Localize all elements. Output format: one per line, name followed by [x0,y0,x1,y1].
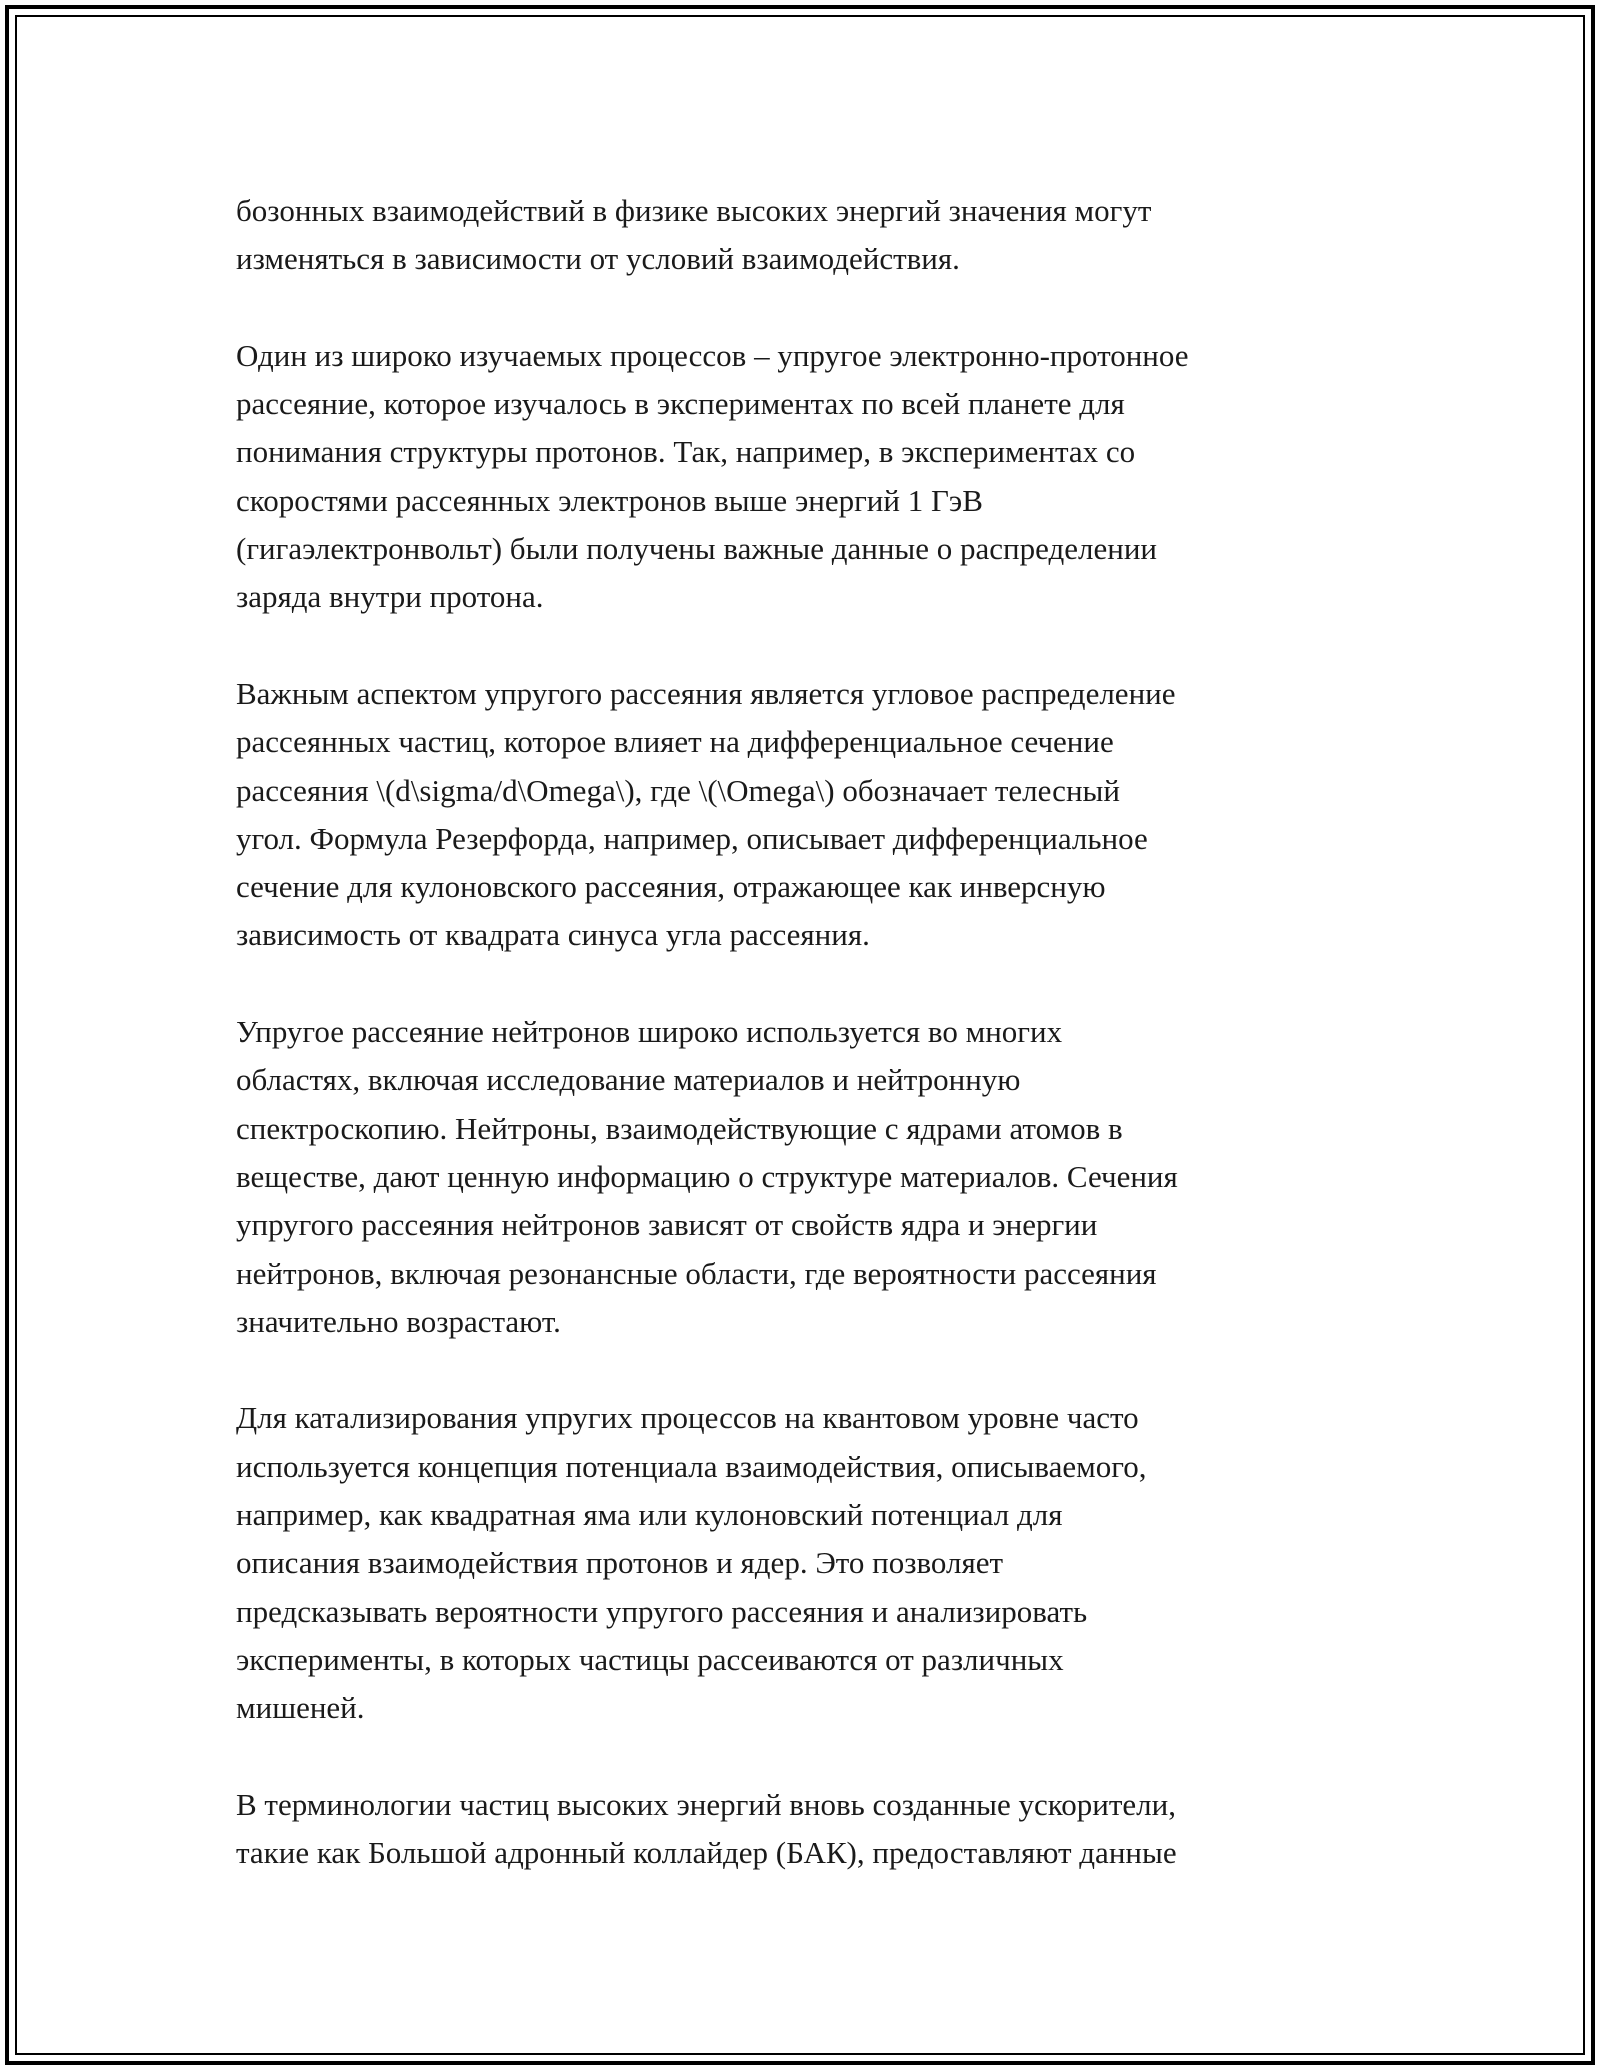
paragraph-5: Для катализирования упругих процессов на квантовом уровне часто используется концепция потенциала взаимодействия, описываемого, например, как квадратная яма или кулоновский потенциал для описания взаимодействия протонов и ядер. Это позволяет предсказывать вероятности упругого рассеяния и анализировать эксперименты, в которых частицы рассеиваются от различных мишеней. [236,1400,1147,1726]
paragraph-2: Один из широко изучаемых процессов – упругое электронно-протонное рассеяние, которое изучалось в экспериментах по всей планете для понимания структуры протонов. Так, например, в экспериментах со скоростями рассеянных электронов выше энергий 1 ГэВ (гигаэлектронвольт) были получены важные данные о распределении заряда внутри протона. [236,337,1189,615]
paragraph-3: Важным аспектом упругого рассеяния является угловое распределение рассеянных частиц, которое влияет на дифференциальное сечение рассеяния \(d\sigma/d\Omega\), где \(\Omega\) обозначает телесный угол. Формула Резерфорда, например, описывает дифференциальное сечение для кулоновского рассеяния, отражающее как инверсную зависимость от квадрата синуса угла рассеяния. [236,675,1176,953]
document-body [236,187,1376,1926]
paragraph-6: В терминологии частиц высоких энергий вновь созданные ускорители, такие как Большой адронный коллайдер (БАК), предоставляют данные [236,1786,1177,1871]
paragraph-4: Упругое рассеяние нейтронов широко используется во многих областях, включая исследование материалов и нейтронную спектроскопию. Нейтроны, взаимодействующие с ядрами атомов в веществе, дают ценную информацию о структуре материалов. Сечения упругого рассеяния нейтронов зависят от свойств ядра и энергии нейтронов, включая резонансные области, где вероятности рассеяния значительно возрастают. [236,1014,1178,1339]
paragraph-1: бозонных взаимодействий в физике высоких энергий значения могут изменяться в зависимости от условий взаимодействия. [236,193,1152,277]
